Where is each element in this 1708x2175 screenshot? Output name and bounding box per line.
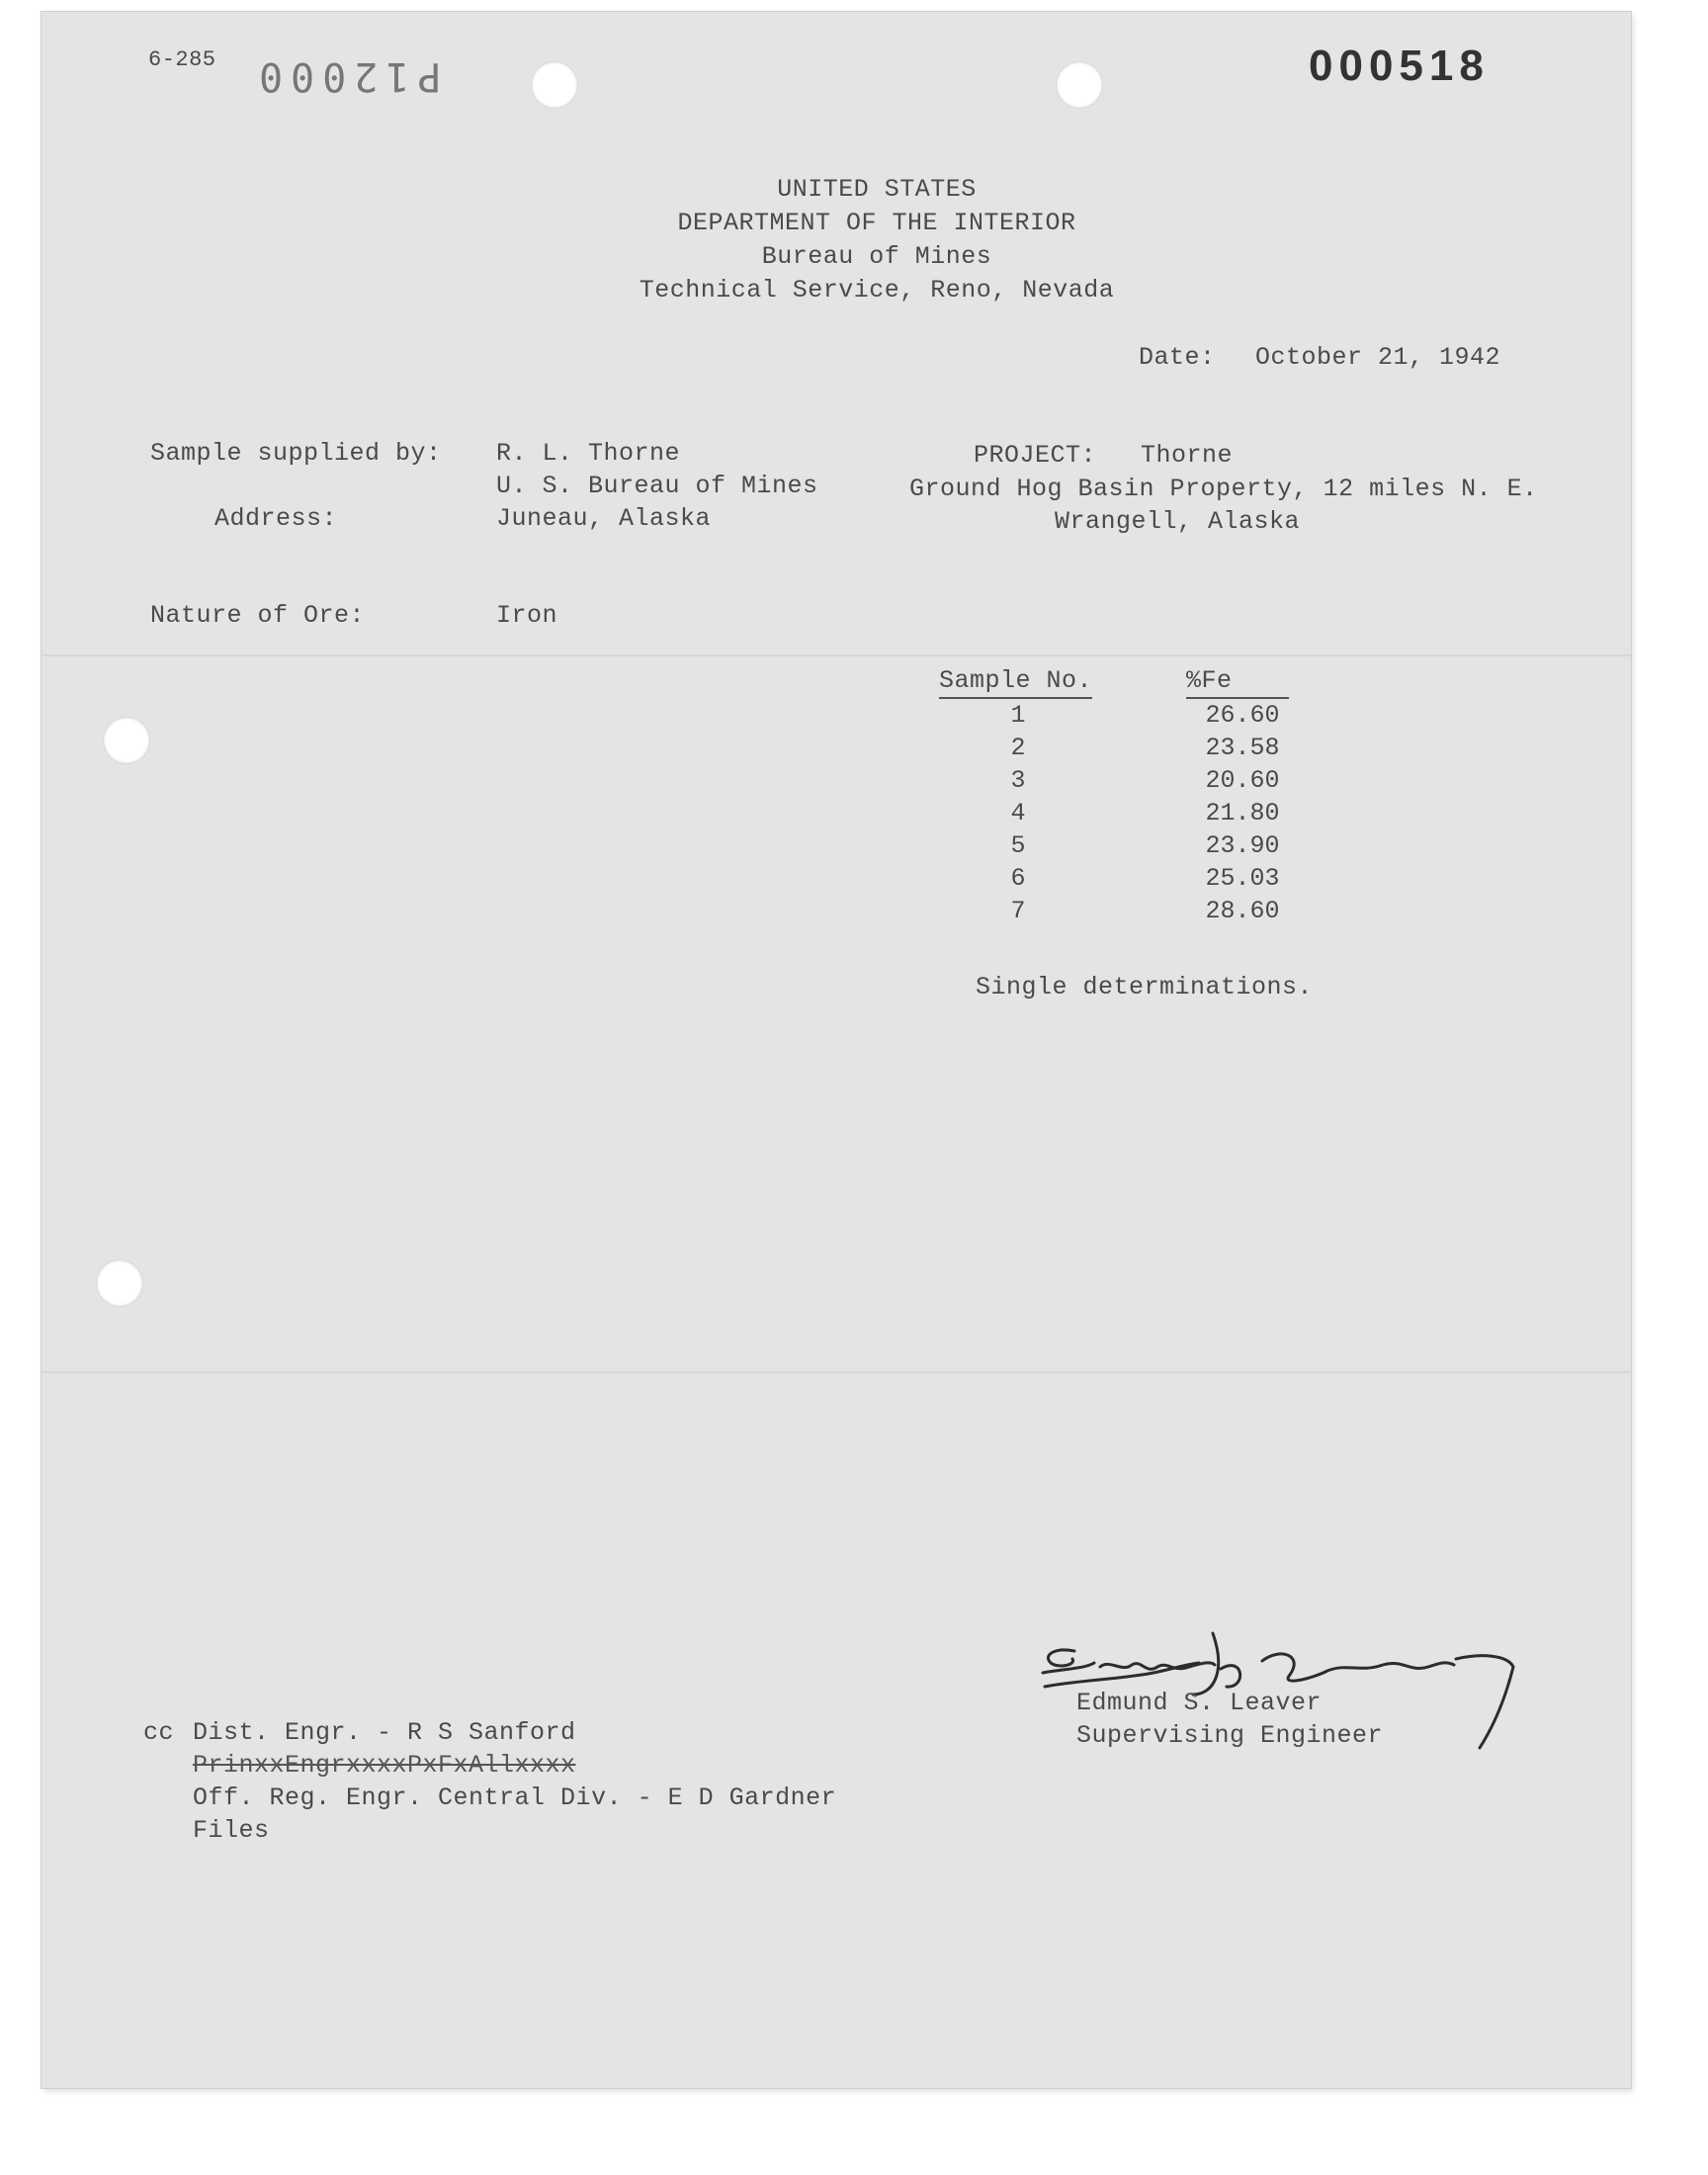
supplier-label: Sample supplied by:	[150, 439, 442, 468]
form-number: 6-285	[148, 47, 216, 72]
agency-line-2: DEPARTMENT OF THE INTERIOR	[677, 209, 1076, 237]
table-row-fe: 23.90	[1205, 831, 1280, 860]
table-row-sample: 6	[1010, 864, 1026, 893]
date-label: Date:	[1139, 343, 1216, 372]
supplier-name: R. L. Thorne	[496, 439, 681, 468]
fold-line-lower	[42, 1371, 1631, 1373]
table-row-fe: 28.60	[1205, 897, 1280, 925]
table-row-sample: 2	[1010, 734, 1026, 762]
address-label: Address:	[214, 504, 338, 533]
punch-hole-top-right	[1056, 61, 1103, 109]
document-number: 000518	[1309, 42, 1490, 90]
signer-name: Edmund S. Leaver	[1076, 1689, 1323, 1717]
supplier-city: Juneau, Alaska	[496, 504, 712, 533]
cc-line-3: Off. Reg. Engr. Central Div. - E D Gardner	[193, 1784, 837, 1812]
table-row-sample: 4	[1010, 799, 1026, 827]
punch-hole-left-lower	[96, 1260, 143, 1307]
supplier-org: U. S. Bureau of Mines	[496, 472, 818, 500]
cc-line-1: Dist. Engr. - R S Sanford	[193, 1718, 576, 1747]
signer-title: Supervising Engineer	[1076, 1721, 1384, 1750]
stamp-number: P12000	[251, 53, 442, 99]
fold-line-upper	[42, 654, 1631, 656]
project-location: Wrangell, Alaska	[1055, 507, 1301, 536]
date-value: October 21, 1942	[1255, 343, 1501, 372]
table-row-fe: 21.80	[1205, 799, 1280, 827]
table-row-fe: 20.60	[1205, 766, 1280, 795]
table-row-sample: 7	[1010, 897, 1026, 925]
cc-prefix: cc	[143, 1718, 175, 1747]
sample-column	[988, 699, 1048, 927]
table-row-fe: 26.60	[1205, 701, 1280, 730]
sample-column-header: Sample No.	[939, 666, 1092, 699]
punch-hole-left-upper	[103, 717, 150, 764]
results-note: Single determinations.	[976, 973, 1314, 1001]
table-row-fe: 25.03	[1205, 864, 1280, 893]
project-label: PROJECT:	[974, 441, 1097, 470]
punch-hole-top-left	[531, 61, 578, 109]
agency-line-3: Bureau of Mines	[761, 242, 992, 271]
project-property: Ground Hog Basin Property, 12 miles N. E.	[909, 475, 1538, 503]
cc-line-4: Files	[193, 1816, 270, 1845]
agency-line-1: UNITED STATES	[777, 175, 977, 204]
ore-value: Iron	[496, 601, 558, 630]
table-row-fe: 23.58	[1205, 734, 1280, 762]
table-row-sample: 3	[1010, 766, 1026, 795]
fe-column-header: %Fe	[1186, 666, 1289, 699]
cc-line-2-struck: PrinxxEngrxxxxPxFxAllxxxx	[193, 1751, 576, 1780]
document-sheet	[42, 12, 1631, 2088]
fe-column	[1193, 699, 1292, 927]
ore-label: Nature of Ore:	[150, 601, 366, 630]
agency-line-4: Technical Service, Reno, Nevada	[639, 276, 1115, 304]
project-name: Thorne	[1141, 441, 1234, 470]
table-row-sample: 5	[1010, 831, 1026, 860]
table-row-sample: 1	[1010, 701, 1026, 730]
